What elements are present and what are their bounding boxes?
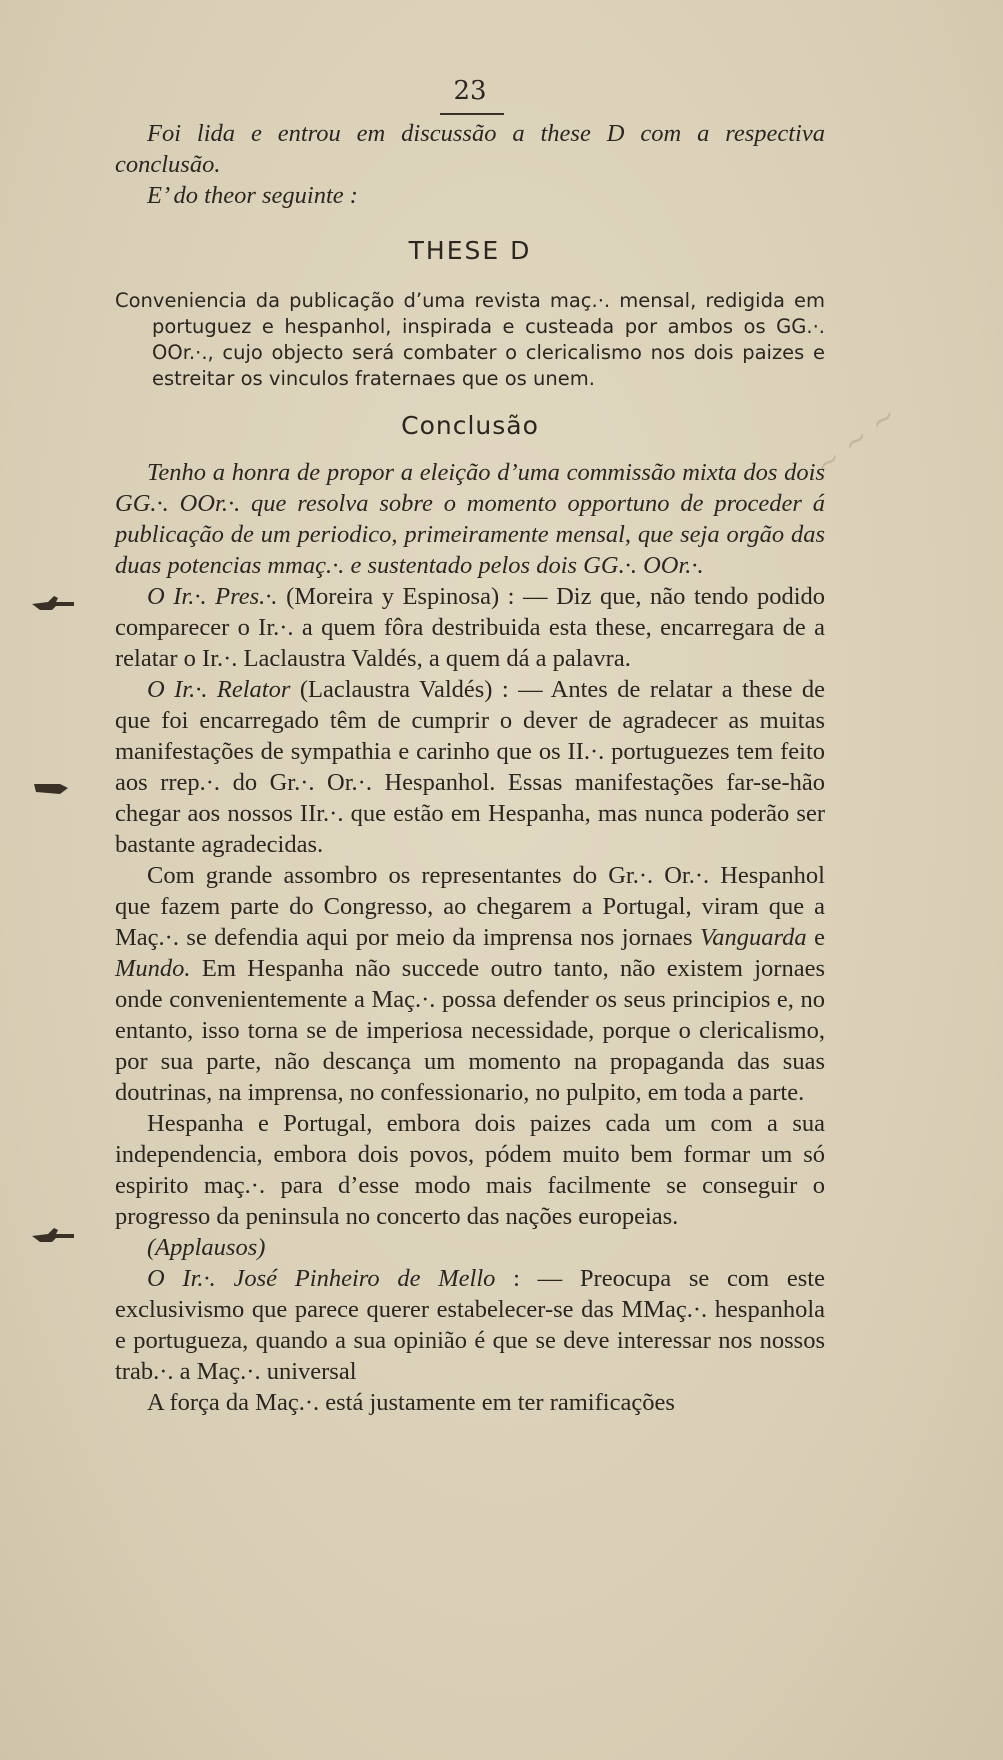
margin-pointing-hand-icon — [30, 1222, 78, 1246]
margin-pointing-hand-icon — [30, 776, 78, 800]
page-body — [115, 118, 825, 1418]
faded-handwriting: ~ ~ ~ — [808, 397, 905, 484]
speaker-relator: O Ir.·. Relator — [147, 676, 291, 703]
these-body: Conveniencia da publicação d’uma revista maç.·. mensal, redigida em portuguez e hespanhol, inspirada e custeada por ambos os GG.·. OOr.·., cujo objecto será combater o clericalismo nos dois paizes e estreitar os vinculos fraternaes que os unem. — [115, 289, 825, 390]
journal-vanguarda: Vanguarda — [700, 924, 807, 951]
speech-relator-peninsula: Hespanha e Portugal, embora dois paizes cada um com a sua independencia, embora dois povos, pódem muito bem formar um só espirito maç.·. para d’esse modo mais facilmente se conseguir o progresso da peninsula no concerto das nações europeias. — [115, 1110, 825, 1230]
page-number-rule — [440, 113, 504, 115]
page-number: 23 — [453, 76, 487, 106]
speech-president — [115, 581, 825, 674]
conclusao-title: Conclusão — [401, 411, 539, 440]
these-text — [115, 288, 825, 392]
speech-p3-and: e — [806, 924, 826, 951]
closing-line: A força da Maç.·. está justamente em ter ramificações — [147, 1389, 675, 1416]
journal-mundo: Mundo. — [115, 955, 191, 982]
speech-relator-continued — [115, 860, 825, 1108]
conclusao-text: Tenho a honra de propor a eleição d’uma commissão mixta dos dois GG.·. OOr.·. que resolva sobre o momento opportuno de proceder á publicação de um periodico, primeiramente mensal, que seja orgão das duas potencias mmaç.·. e sustentado pelos dois GG.·. OOr.·. — [115, 459, 825, 579]
speaker-pinheiro: O Ir.·. José Pinheiro de Mello — [147, 1265, 496, 1292]
speaker-president: O Ir.·. Pres.·. — [147, 583, 278, 610]
these-title: THESE D — [408, 236, 532, 265]
speech-relator — [115, 674, 825, 860]
applause-note: (Applausos) — [147, 1234, 266, 1261]
speech-p3-b: Em Hespanha não succede outro tanto, não existem jornaes onde convenientemente a Maç.·. possa defender os seus principios e, no entanto, isso torna se de imperiosa necessidade, porque o clericalismo, por sua parte, não descança um momento na propaganda das suas doutrinas, na imprensa, no confessionario, no pulpito, em toda a parte. — [115, 955, 825, 1106]
speech-relator-text: (Laclaustra Valdés) : — Antes de relatar a these de que foi encarregado têm de cumprir o dever de agradecer as muitas manifestações de sympathia e carinho que os II.·. portuguezes tem feito aos rrep.·. do Gr.·. Or.·. Hespanhol. Essas manifestações far-se-hão chegar aos nossos IIr.·. que estão em Hespanha, mas nunca poderão ser bastante agradecidas. — [115, 676, 825, 858]
speech-pinheiro-text: : — Preocupa se com este exclusivismo que parece querer estabelecer-se das MMaç.·. hespanhola e portugueza, quando a sua opinião é que se deve interessar nos nossos trab.·. a Maç.·. universal — [115, 1265, 825, 1385]
intro-theor: E’ do theor seguinte : — [147, 182, 358, 209]
margin-pointing-hand-icon — [30, 590, 78, 614]
intro-paragraph: Foi lida e entrou em discussão a these D com a respectiva conclusão. — [115, 120, 825, 178]
speech-pinheiro — [115, 1263, 825, 1387]
speech-president-text: (Moreira y Espinosa) : — Diz que, não tendo podido comparecer o Ir.·. a quem fôra destribuida esta these, encarregara de a relatar o Ir.·. Laclaustra Valdés, a quem dá a palavra. — [115, 583, 826, 672]
speech-p3-a: Com grande assombro os representantes do Gr.·. Or.·. Hespanhol que fazem parte do Congresso, ao chegarem a Portugal, viram que a Maç.·. se defendia aqui por meio da imprensa nos jornaes — [115, 862, 825, 951]
